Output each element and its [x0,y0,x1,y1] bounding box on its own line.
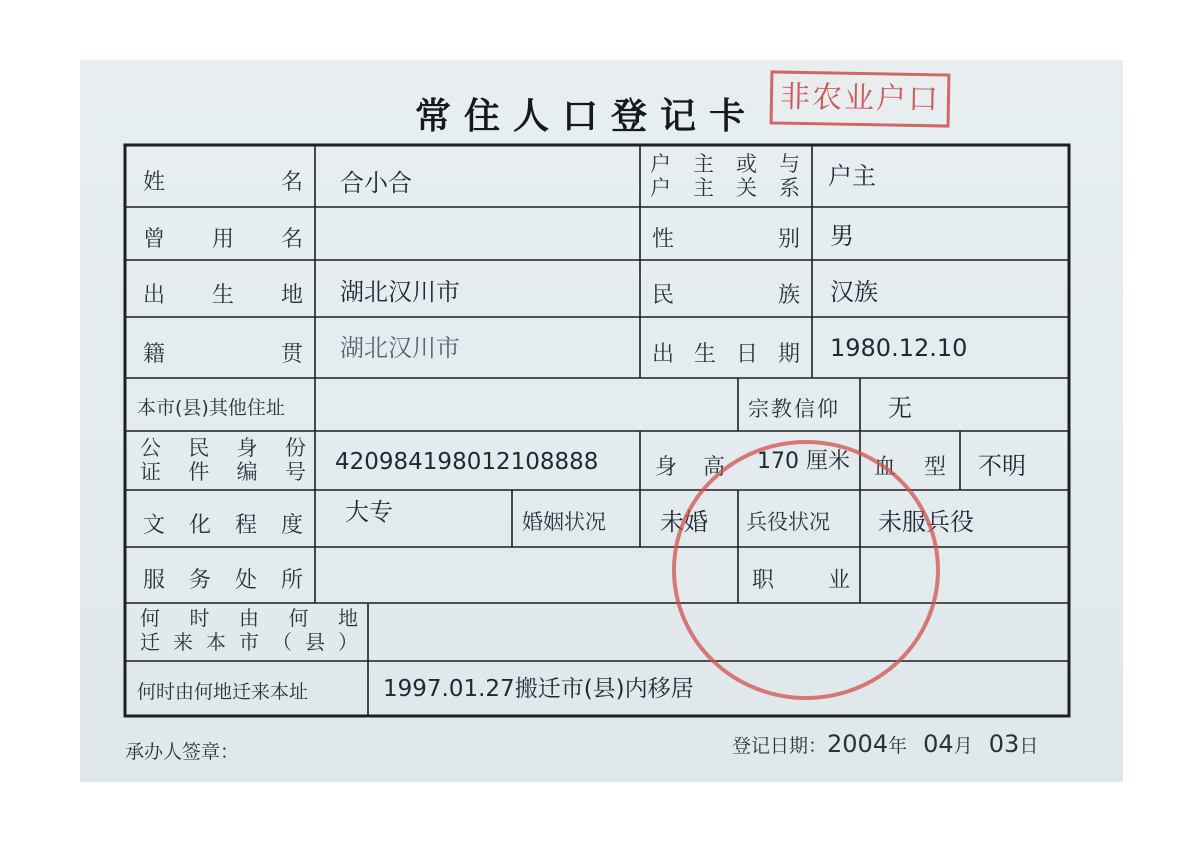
card-title: 常住人口登记卡 [415,95,759,137]
value-moved-address: 1997.01.27搬迁市(县)内移居 [383,676,694,702]
value-birthplace: 湖北汉川市 [340,278,460,306]
label-religion: 宗教信仰 [748,397,840,421]
label-other-address: 本市(县)其他住址 [137,397,285,419]
reg-date-month: 04 [923,730,954,758]
value-education: 大专 [345,498,393,526]
label-sex: 性 别 [652,227,800,252]
label-former-name: 曾 用 名 [143,227,303,252]
value-religion: 无 [888,394,912,422]
reg-date-month-unit: 月 [953,735,973,757]
label-name: 姓 名 [143,170,303,195]
value-birth-date: 1980.12.10 [830,334,968,362]
value-ethnicity: 汉族 [830,278,878,306]
label-education: 文 化 程 度 [143,513,303,538]
value-id-number: 420984198012108888 [335,449,599,475]
value-name: 合小合 [340,169,412,197]
label-relation: 户 主 或 与 户 主 关 系 [650,152,800,200]
value-relation: 户主 [828,162,876,190]
official-seal [672,440,940,700]
value-native-place: 湖北汉川市 [340,334,460,362]
label-native-place: 籍 贯 [143,342,303,367]
label-occupation: 职 业 [752,568,850,593]
label-workplace: 服 务 处 所 [143,568,303,593]
label-moved-address: 何时由何地迁来本址 [137,681,309,703]
value-military: 未服兵役 [878,508,974,536]
registration-date [732,730,1038,758]
label-blood-type: 血 型 [874,455,946,480]
label-birth-date: 出 生 日 期 [652,342,800,367]
label-military: 兵役状况 [746,510,830,534]
label-moved-when-where: 何 时 由 何 地 迁 来 本 市 （ 县 ） [140,606,358,654]
value-height: 170 厘米 [757,449,850,474]
label-height: 身 高 [655,455,725,480]
label-id-number: 公 民 身 份 证 件 编 号 [140,436,306,484]
handler-signature-label: 承办人签章： [125,741,240,763]
reg-date-year: 2004 [827,730,889,758]
reg-date-label: 登记日期： [732,735,828,757]
reg-date-day: 03 [988,730,1020,758]
value-blood-type: 不明 [978,452,1026,480]
label-ethnicity: 民 族 [652,283,800,308]
reg-date-year-unit: 年 [888,735,908,757]
label-birthplace: 出 生 地 [143,283,303,308]
label-marital: 婚姻状况 [522,510,606,534]
reg-date-day-unit: 日 [1019,735,1039,757]
value-marital: 未婚 [660,508,708,536]
value-sex: 男 [830,222,854,250]
household-type-stamp: 非农业户口 [770,70,951,127]
